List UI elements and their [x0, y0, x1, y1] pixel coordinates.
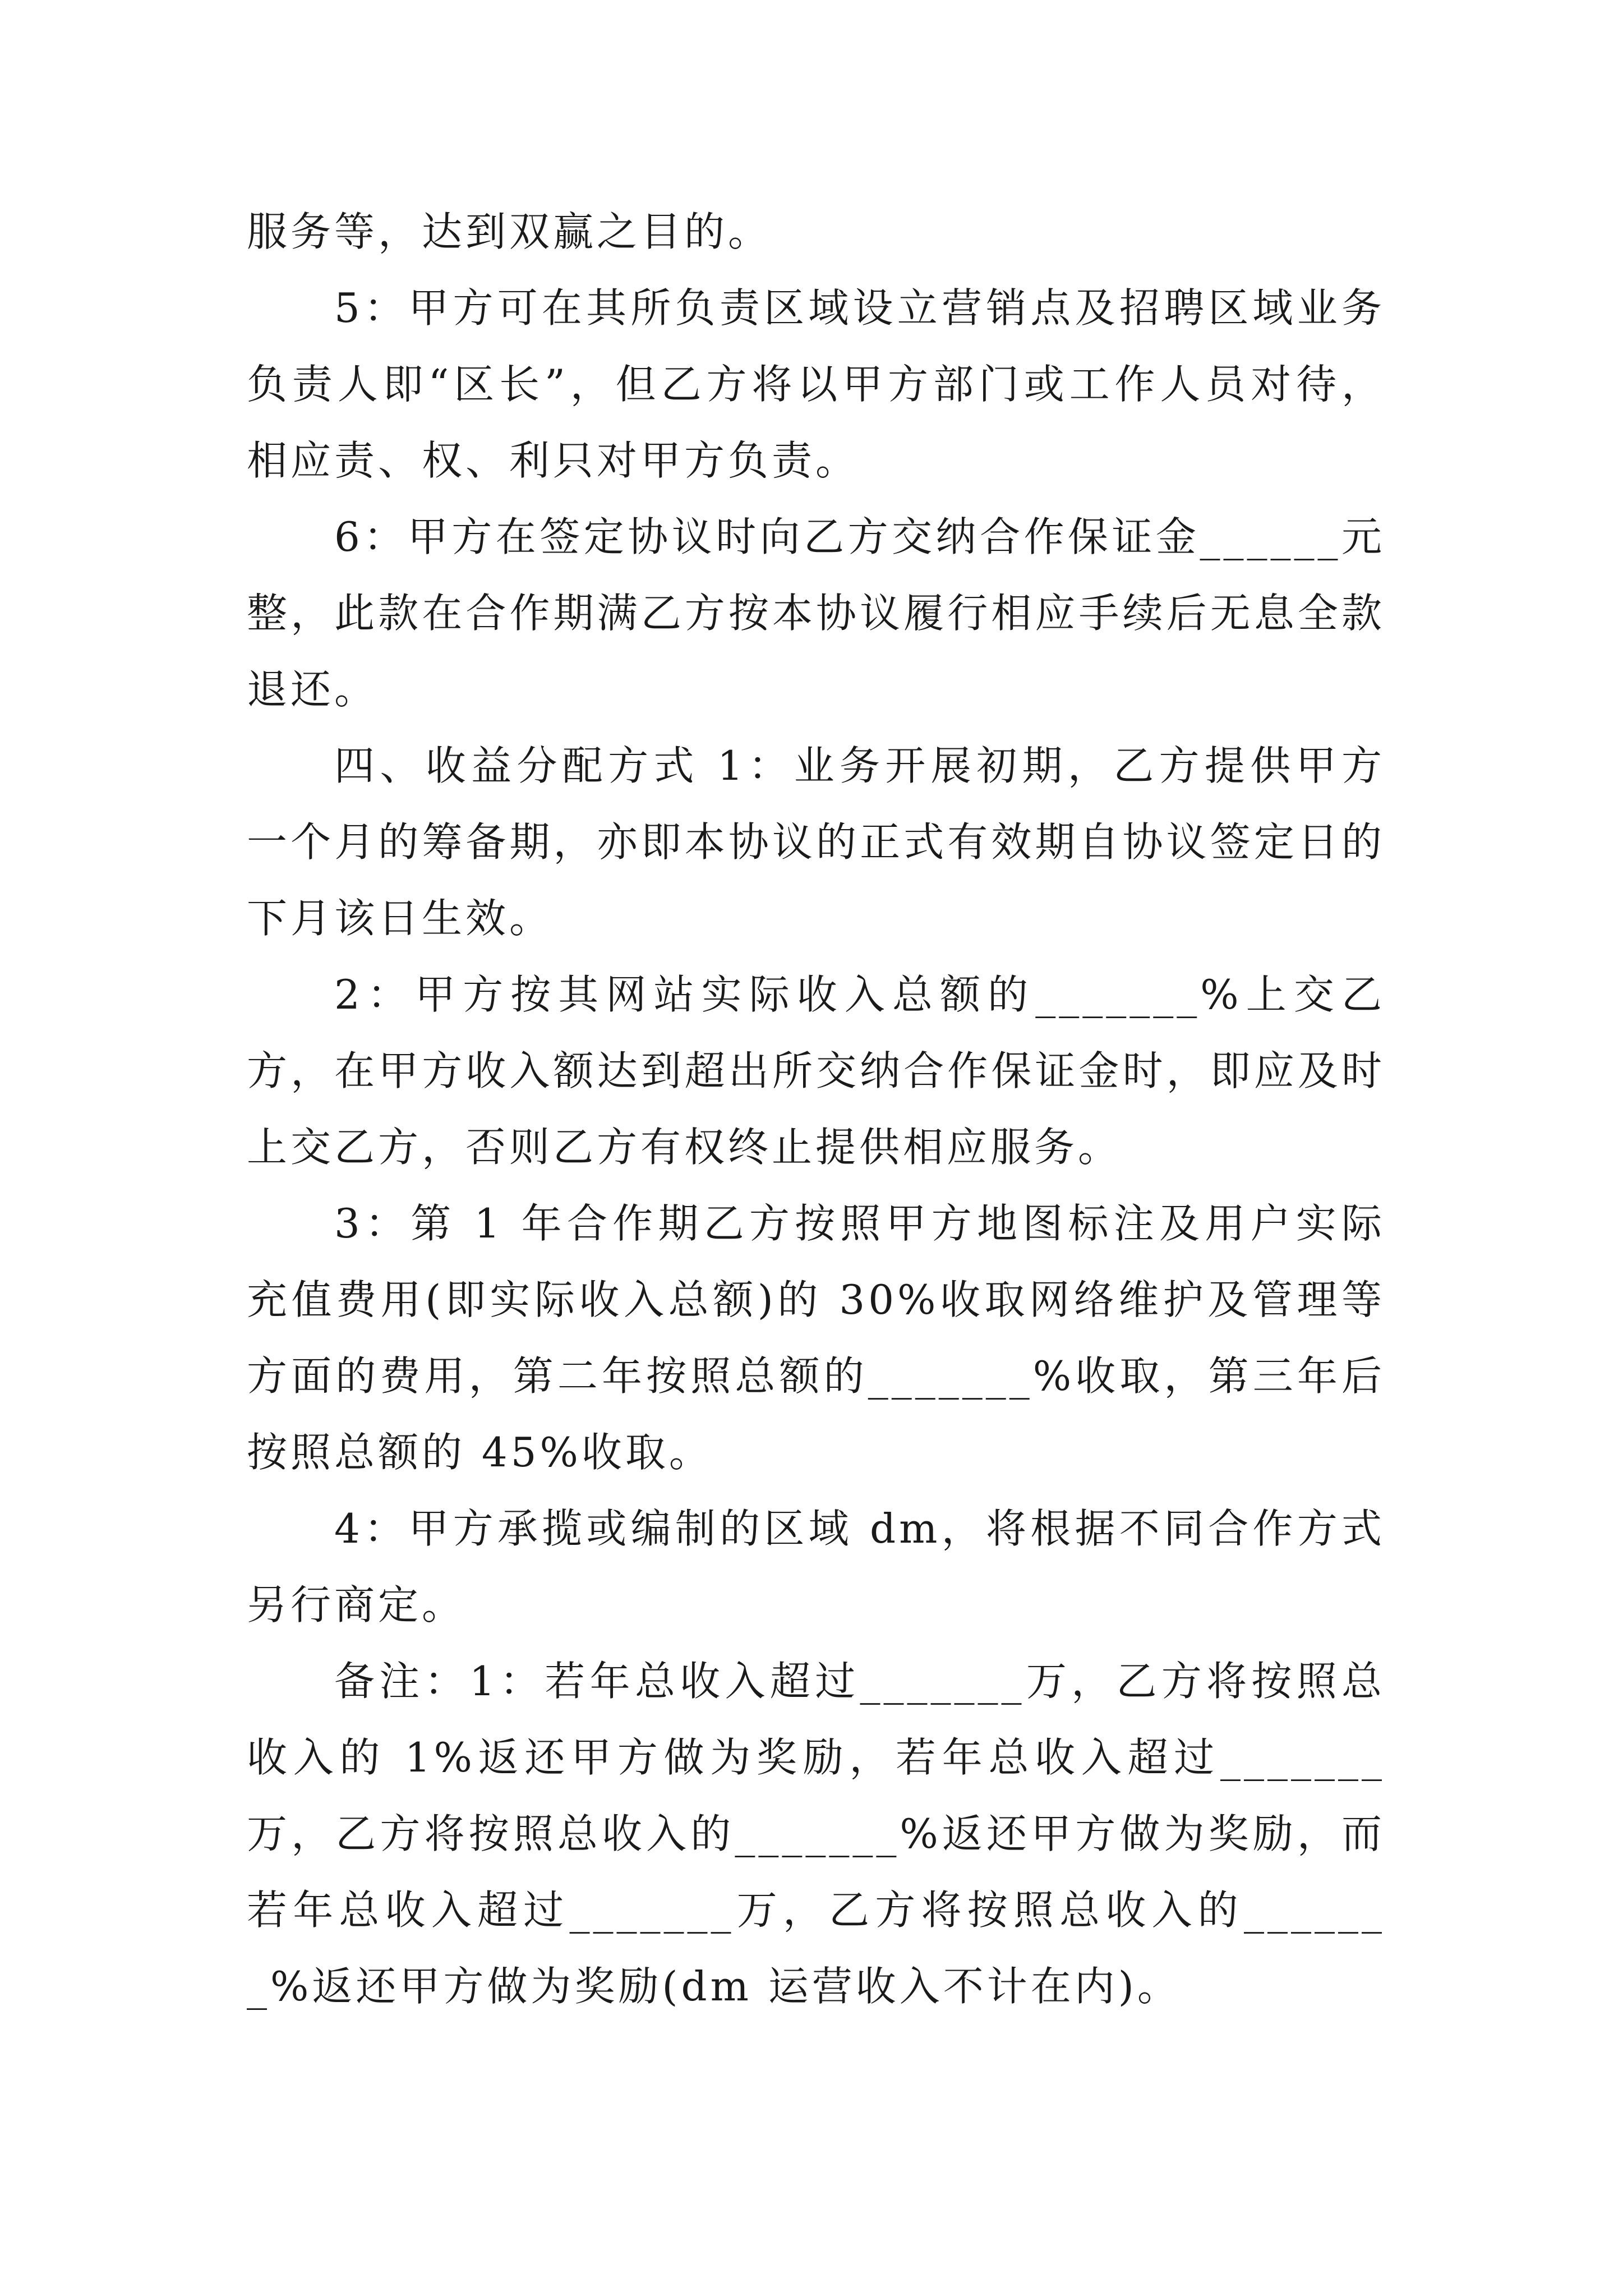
paragraph-remarks: 备注：1：若年总收入超过_______万，乙方将按照总收入的 1%返还甲方做为奖励，若年总收入超过_______万，乙方将按照总收入的_______%返还甲方做为奖励，而若年总收入超过_______万，乙方将按照总收入的_______%返还甲方做为奖励(dm 运营收入不计在内)。 [247, 1658, 1385, 2010]
document-body [247, 194, 1385, 2024]
paragraph-item-2: 2：甲方按其网站实际收入总额的_______%上交乙方，在甲方收入额达到超出所交纳合作保证金时，即应及时上交乙方，否则乙方有权终止提供相应服务。 [247, 971, 1385, 1171]
paragraph-clause-5: 5：甲方可在其所负责区域设立营销点及招聘区域业务负责人即“区长”，但乙方将以甲方部门或工作人员对待，相应责、权、利只对甲方负责。 [247, 284, 1385, 484]
paragraph-item-3: 3：第 1 年合作期乙方按照甲方地图标注及用户实际充值费用(即实际收入总额)的 30%收取网络维护及管理等方面的费用，第二年按照总额的_______%收取，第三年后按照总额的 45%收取。 [247, 1200, 1385, 1476]
paragraph-clause-6: 6：甲方在签定协议时向乙方交纳合作保证金______元整，此款在合作期满乙方按本协议履行相应手续后无息全款退还。 [247, 513, 1385, 713]
paragraph-continuation: 服务等，达到双赢之目的。 [247, 208, 772, 255]
paragraph-item-4: 4：甲方承揽或编制的区域 dm，将根据不同合作方式另行商定。 [247, 1505, 1385, 1628]
paragraph-section-4-item-1: 四、收益分配方式 1：业务开展初期，乙方提供甲方一个月的筹备期，亦即本协议的正式有效期自协议签定日的下月该日生效。 [247, 742, 1385, 942]
